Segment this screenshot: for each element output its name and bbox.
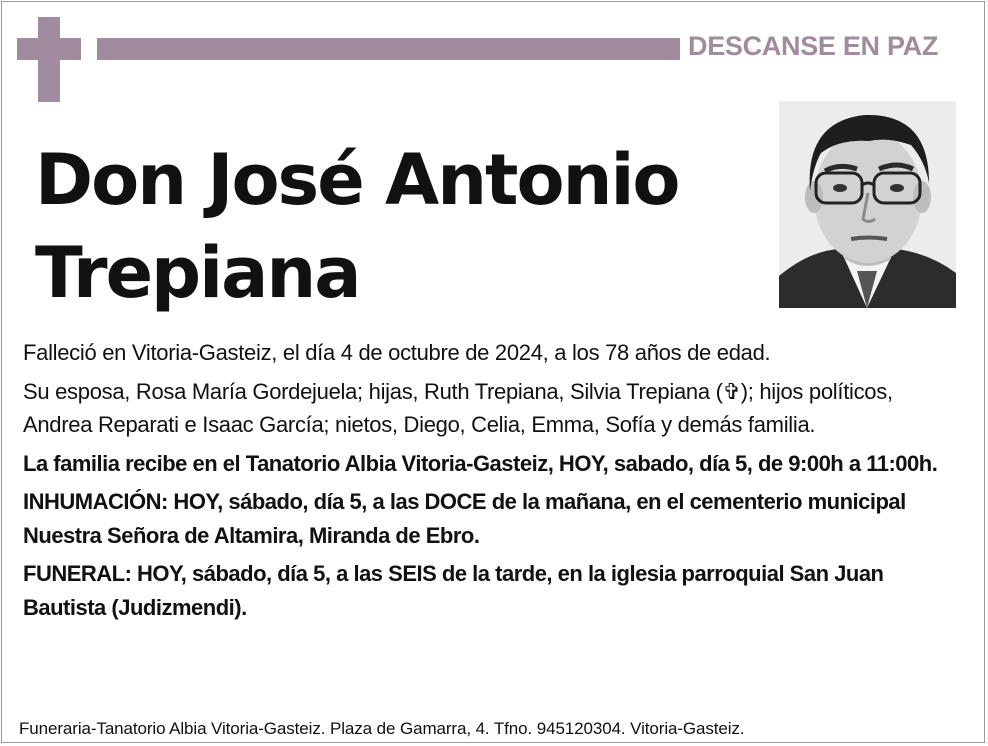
death-notice: Falleció en Vitoria-Gasteiz, el día 4 de octubre de 2024, a los 78 años de edad.	[23, 340, 771, 365]
deceased-name	[35, 134, 755, 320]
header-bar	[97, 38, 680, 60]
name-line-1: Don José Antonio	[35, 139, 679, 221]
header-label: DESCANSE EN PAZ	[688, 31, 939, 61]
portrait-photo	[779, 101, 956, 308]
funeral-home-footer: Funeraria-Tanatorio Albia Vitoria-Gasteiz. Plaza de Gamarra, 4. Tfno. 945120304. Vitoria-Gasteiz.	[19, 719, 745, 738]
family-list: Su esposa, Rosa María Gordejuela; hijas, Ruth Trepiana, Silvia Trepiana (✞); hijos políticos, Andrea Reparati e Isaac García; nietos, Diego, Celia, Emma, Sofía y demás familia.	[23, 378, 893, 437]
obituary-body	[23, 336, 948, 624]
name-line-2: Trepiana	[35, 232, 360, 314]
wake-info: La familia recibe en el Tanatorio Albia Vitoria-Gasteiz, HOY, sabado, día 5, de 9:00h a 11:00h.	[23, 450, 938, 476]
funeral-info: FUNERAL: HOY, sábado, día 5, a las SEIS de la tarde, en la iglesia parroquial San Juan Bautista (Judizmendi).	[23, 561, 884, 620]
cross-icon	[17, 17, 81, 102]
burial-info: INHUMACIÓN: HOY, sábado, día 5, a las DOCE de la mañana, en el cementerio municipal Nuestra Señora de Altamira, Miranda de Ebro.	[23, 489, 906, 548]
